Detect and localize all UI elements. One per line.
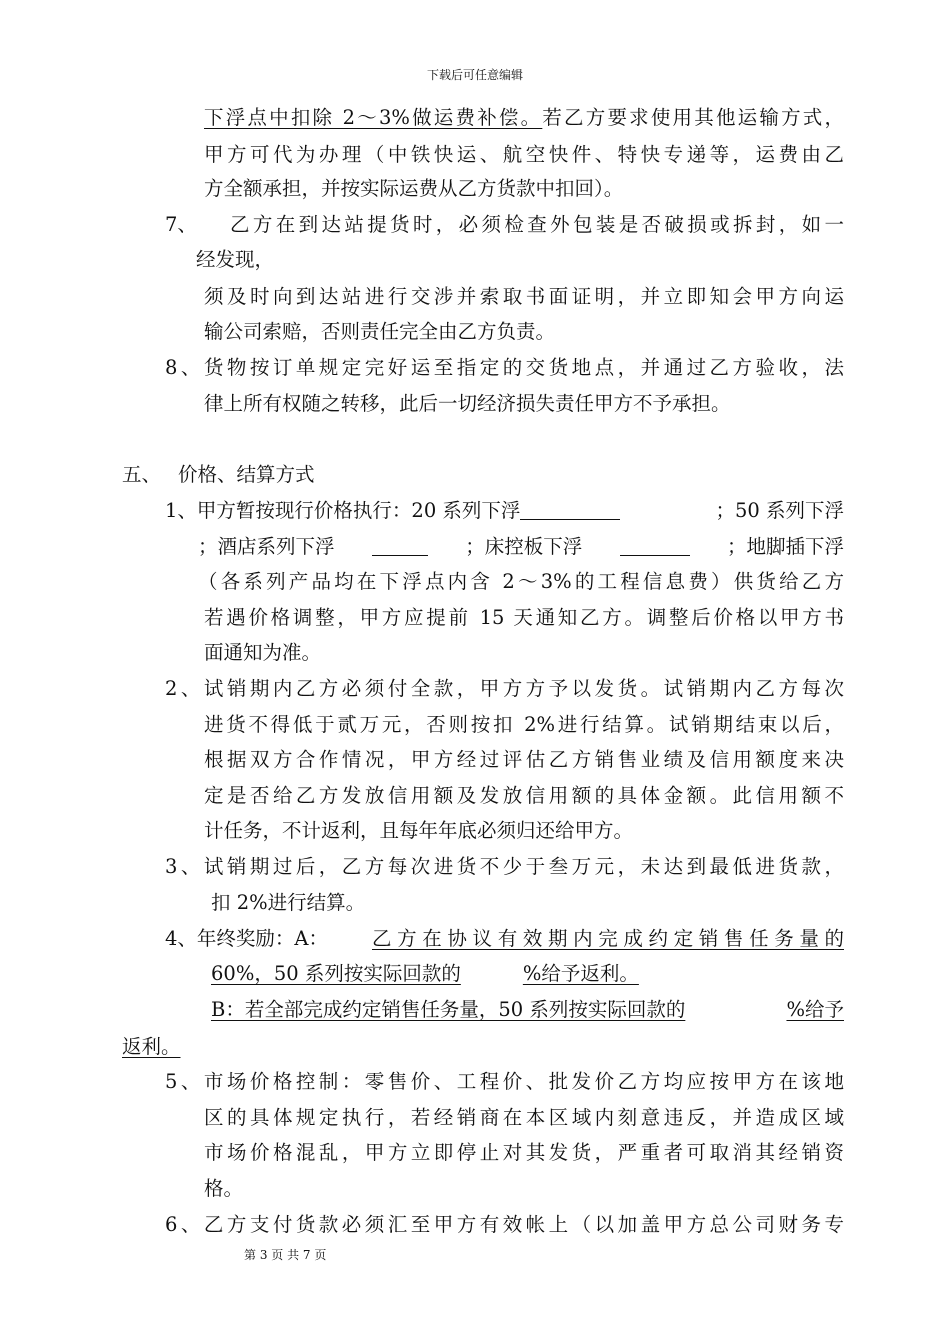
paragraph-line: 面通知为准。	[204, 641, 322, 664]
blank-field	[372, 535, 428, 556]
paragraph-line: （各系列产品均在下浮点内含 2～3%的工程信息费）供货给乙方	[198, 570, 844, 593]
paragraph-line: 若遇价格调整，甲方应提前 15 天通知乙方。调整后价格以甲方书	[204, 606, 844, 629]
paragraph-line: 下浮点中扣除 2～3%做运费补偿。若乙方要求使用其他运输方式，	[204, 106, 844, 129]
paragraph-line: 输公司索赔，否则责任完全由乙方负责。	[204, 320, 556, 343]
blank-field	[620, 535, 690, 556]
section-title: 价格、结算方式	[178, 463, 315, 486]
paragraph-line: 2、试销期内乙方必须付全款，甲方方予以发货。试销期内乙方每次	[165, 677, 844, 700]
paragraph-line: ；酒店系列下浮 ；床控板下浮 ；地脚插下浮	[198, 535, 844, 558]
section-number: 五、	[122, 463, 162, 486]
paragraph-line: 律上所有权随之转移，此后一切经济损失责任甲方不予承担。	[204, 392, 731, 415]
paragraph-line: 扣 2%进行结算。	[211, 891, 366, 914]
paragraph-line: 6、乙方支付货款必须汇至甲方有效帐上（以加盖甲方总公司财务专	[165, 1213, 844, 1236]
underlined-text: 返利。	[122, 1035, 181, 1058]
paragraph-line: 市场价格混乱，甲方立即停止对其发货，严重者可取消其经销资	[204, 1141, 844, 1164]
paragraph-line: 定是否给乙方发放信用额及发放信用额的具体金额。此信用额不	[204, 784, 844, 807]
paragraph-line: 方全额承担，并按实际运费从乙方货款中扣回）。	[204, 177, 624, 200]
paragraph-line: 1、甲方暂按现行价格执行：20 系列下浮 ；50 系列下浮	[165, 499, 844, 522]
paragraph-line: 4、年终奖励：A：	[165, 927, 328, 950]
paragraph-line: 经发现，	[196, 248, 275, 271]
underlined-text: B：若全部完成约定销售任务量，50 系列按实际回款的 %给予	[211, 998, 844, 1021]
paragraph-line: 甲方可代为办理（中铁快运、航空快件、特快专递等，运费由乙	[204, 143, 844, 166]
underlined-text: 乙方在协议有效期内完成约定销售任务量的	[372, 927, 844, 950]
paragraph-line: 须及时向到达站进行交涉并索取书面证明，并立即知会甲方向运	[204, 285, 844, 308]
underlined-text: 下浮点中扣除 2～3%做运费补偿。	[204, 106, 543, 129]
paragraph-line: 3、试销期过后，乙方每次进货不少于叁万元，未达到最低进货款，	[165, 855, 844, 878]
paragraph-line: 计任务，不计返利，且每年年底必须归还给甲方。	[204, 819, 634, 842]
paragraph-line: 格。	[204, 1177, 244, 1200]
paragraph-line: 区的具体规定执行，若经销商在本区域内刻意违反，并造成区域	[204, 1106, 844, 1129]
paragraph-line: 5、市场价格控制：零售价、工程价、批发价乙方均应按甲方在该地	[165, 1070, 844, 1093]
blank-field	[520, 499, 620, 520]
item-number: 7、	[165, 213, 197, 236]
paragraph-line: 乙方在到达站提货时，必须检查外包装是否破损或拆封，如一	[230, 213, 844, 236]
paragraph-line: 进货不得低于贰万元，否则按扣 2%进行结算。试销期结束以后，	[204, 713, 844, 736]
underlined-text: 60%，50 系列按实际回款的 %给予返利。	[211, 962, 639, 985]
paragraph-line: 根据双方合作情况，甲方经过评估乙方销售业绩及信用额度来决	[204, 748, 844, 771]
paragraph-line: 8、货物按订单规定完好运至指定的交货地点，并通过乙方验收，法	[165, 356, 844, 379]
page-footer: 第 3 页 共 7 页	[244, 1248, 327, 1262]
page-header: 下载后可任意编辑	[426, 68, 523, 82]
